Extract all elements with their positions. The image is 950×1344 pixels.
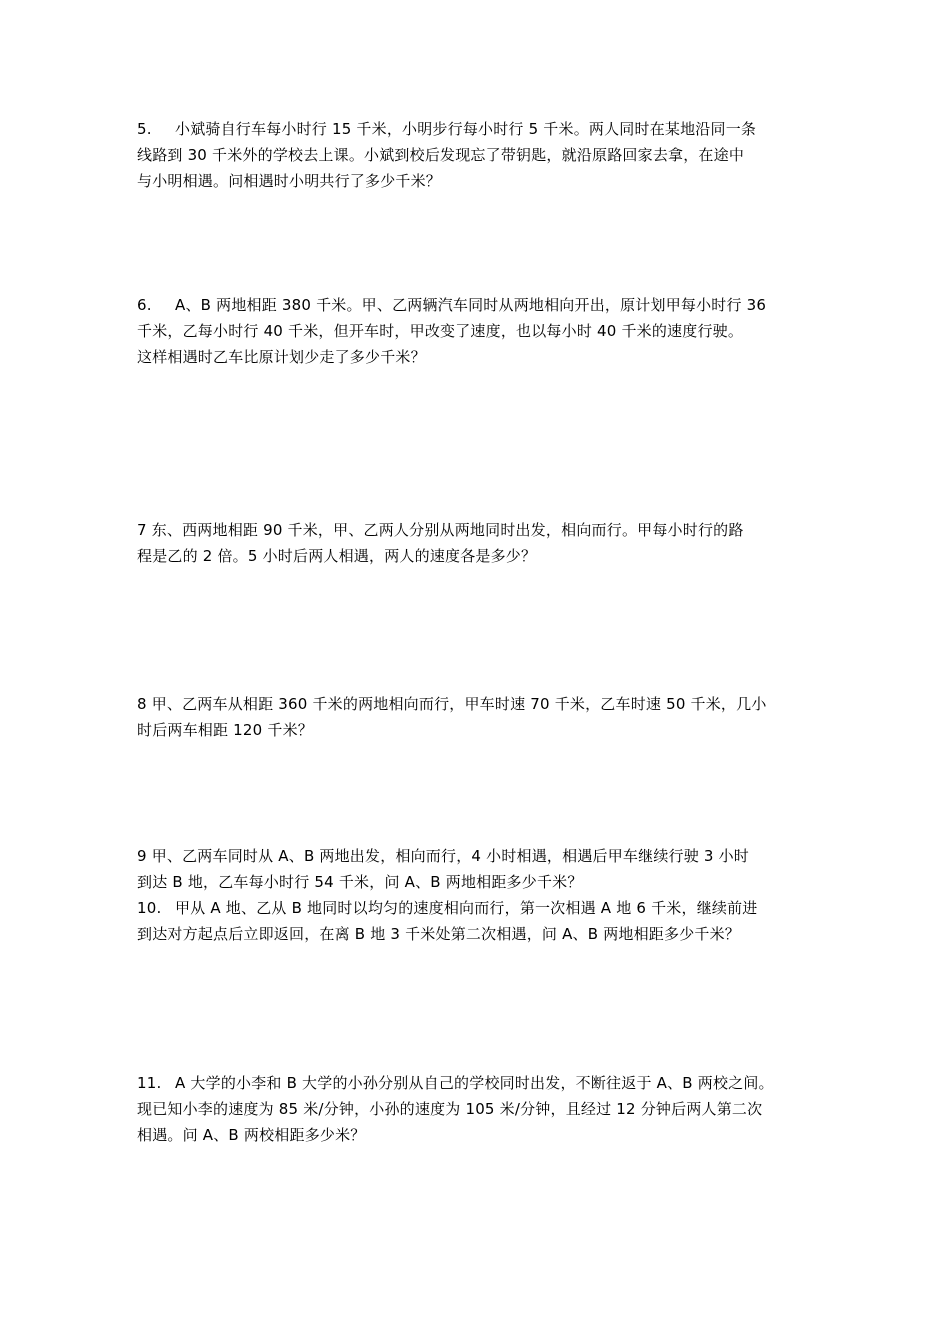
problem-10-line-1: 10. 甲从 A 地、乙从 B 地同时以均匀的速度相向而行，第一次相遇 A 地 6 千米，继续前进 [137,895,837,921]
problem-6-line-1: 6. A、B 两地相距 380 千米。甲、乙两辆汽车同时从两地相向开出，原计划甲每小时行 36 [137,292,837,318]
problem-7-line-1: 7 东、西两地相距 90 千米，甲、乙两人分别从两地同时出发，相向而行。甲每小时行的路 [137,521,744,539]
problem-8 [137,691,837,743]
problem-number: 11. [137,1074,162,1092]
problem-11-line-2: 现已知小李的速度为 85 米/分钟，小孙的速度为 105 米/分钟，且经过 12 分钟后两人第二次 [137,1100,763,1118]
problem-9-line-1: 9 甲、乙两车同时从 A、B 两地出发，相向而行，4 小时相遇，相遇后甲车继续行驶 3 小时 [137,847,749,865]
problem-5-line-1: 5. 小斌骑自行车每小时行 15 千米，小明步行每小时行 5 千米。两人同时在某地沿同一条 [137,116,837,142]
problem-number: 10. [137,899,162,917]
problem-5-line-2: 线路到 30 千米外的学校去上课。小斌到校后发现忘了带钥匙，就沿原路回家去拿，在途中 [137,146,745,164]
problem-7-line-2: 程是乙的 2 倍。5 小时后两人相遇，两人的速度各是多少？ [137,547,537,565]
problem-8-line-1: 8 甲、乙两车从相距 360 千米的两地相向而行，甲车时速 70 千米，乙车时速 50 千米，几小 [137,695,767,713]
problem-5 [137,116,837,194]
problem-11-line-3: 相遇。问 A、B 两校相距多少米？ [137,1126,366,1144]
problem-5-line-3: 与小明相遇。问相遇时小明共行了多少千米？ [137,172,442,190]
problem-number: 5. [137,120,152,138]
problem-number: 6. [137,296,152,314]
problem-9 [137,843,837,895]
problem-7 [137,517,837,569]
problem-6 [137,292,837,370]
problem-6-line-3: 这样相遇时乙车比原计划少走了多少千米？ [137,348,426,366]
problem-9-line-2: 到达 B 地，乙车每小时行 54 千米，问 A、B 两地相距多少千米？ [137,873,583,891]
problem-11-line-1: 11. A 大学的小李和 B 大学的小孙分别从自己的学校同时出发，不断往返于 A、B 两校之间。 [137,1070,837,1096]
problem-11 [137,1070,837,1148]
problem-10-line-2: 到达对方起点后立即返回，在离 B 地 3 千米处第二次相遇，问 A、B 两地相距多少千米？ [137,925,740,943]
problem-10 [137,895,837,947]
problem-8-line-2: 时后两车相距 120 千米？ [137,721,313,739]
problem-6-line-2: 千米，乙每小时行 40 千米，但开车时，甲改变了速度，也以每小时 40 千米的速度行驶。 [137,322,744,340]
